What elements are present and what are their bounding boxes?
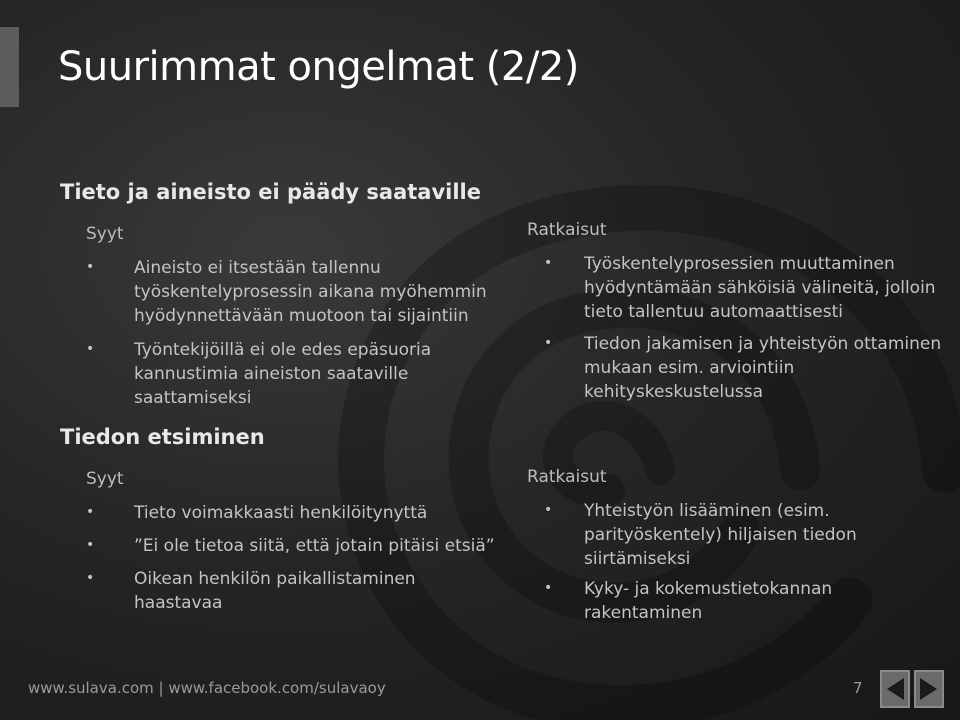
list-item-line: kehityskeskustelussa (584, 382, 764, 402)
page-number: 7 (853, 679, 863, 697)
causes-list (86, 501, 514, 615)
bullet-icon: • (86, 259, 95, 275)
list-item (544, 332, 954, 404)
list-item (544, 252, 954, 324)
section-heading-availability: Tieto ja aineisto ei päädy saataville (60, 180, 481, 204)
list-item-line: kannustimia aineiston saataville (134, 364, 409, 384)
list-item-line: haastavaa (134, 593, 223, 613)
list-item-line: mukaan esim. arviointiin (584, 358, 795, 378)
causes-label: Syyt (86, 469, 124, 489)
bullet-icon: • (86, 504, 95, 520)
list-item-line: Yhteistyön lisääminen (esim. (584, 501, 830, 521)
bullet-icon: • (86, 341, 95, 357)
list-item-line: työskentelyprosessin aikana myöhemmin (134, 282, 487, 302)
list-item-line: ”Ei ole tietoa siitä, että jotain pitäisi etsiä” (134, 536, 495, 556)
list-item (86, 501, 514, 525)
solutions-list (544, 252, 954, 404)
bullet-icon: • (544, 580, 553, 596)
list-item (86, 256, 514, 328)
list-item-line: hyödyntämään sähköisiä välineitä, jolloin (584, 278, 936, 298)
causes-label: Syyt (86, 224, 124, 244)
next-slide-icon[interactable] (914, 670, 944, 708)
list-item (86, 338, 514, 410)
list-item-line: tieto tallentuu automaattisesti (584, 302, 843, 322)
list-item (544, 577, 954, 625)
bullet-icon: • (544, 255, 553, 271)
solutions-list (544, 499, 954, 625)
bullet-icon: • (86, 570, 95, 586)
list-item (86, 567, 514, 615)
list-item-line: Työskentelyprosessien muuttaminen (584, 254, 895, 274)
section-heading-search: Tiedon etsiminen (60, 425, 265, 449)
footer-links[interactable]: www.sulava.com | www.facebook.com/sulavaoy (28, 679, 386, 697)
list-item-line: hyödynnettävään muotoon tai sijaintiin (134, 306, 469, 326)
list-item-line: Työntekijöillä ei ole edes epäsuoria (134, 340, 432, 360)
title-accent-bar (0, 27, 19, 107)
previous-slide-icon[interactable] (880, 670, 910, 708)
bullet-icon: • (86, 537, 95, 553)
slide-title: Suurimmat ongelmat (2/2) (58, 44, 579, 90)
solutions-label: Ratkaisut (527, 467, 607, 487)
solutions-label: Ratkaisut (527, 220, 607, 240)
list-item (86, 534, 514, 558)
list-item-line: Aineisto ei itsestään tallennu (134, 258, 381, 278)
list-item-line: Tieto voimakkaasti henkilöitynyttä (134, 503, 428, 523)
list-item-line: Oikean henkilön paikallistaminen (134, 569, 416, 589)
list-item-line: Tiedon jakamisen ja yhteistyön ottaminen (584, 334, 942, 354)
causes-list (86, 256, 514, 410)
list-item (544, 499, 954, 571)
list-item-line: saattamiseksi (134, 388, 252, 408)
bullet-icon: • (544, 335, 553, 351)
list-item-line: parityöskentely) hiljaisen tiedon siirtämiseksi (584, 525, 857, 569)
list-item-line: Kyky- ja kokemustietokannan rakentaminen (584, 579, 833, 623)
bullet-icon: • (544, 502, 553, 518)
